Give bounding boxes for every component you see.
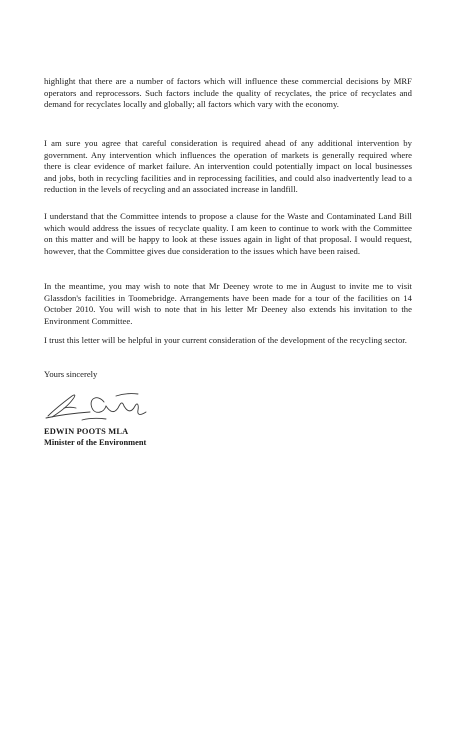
signatory-title: Minister of the Environment [44,438,147,447]
handwritten-signature [42,382,152,424]
letter-paragraph-5: I trust this letter will be helpful in your current consideration of the development of the recycling sector. [44,335,407,345]
letter-paragraph-1: highlight that there are a number of factors which will influence these commercial decisions by MRF operators and reprocessors. Such factors include the quality of recyclates, the price of recyclates and demand for recyclates locally and globally; all factors which vary with the economy. [44,76,412,110]
letter-paragraph-3: I understand that the Committee intends to propose a clause for the Waste and Contaminated Land Bill which would address the issues of recyclate quality. I am keen to continue to work with the Committee on this matter and will be happy to look at these issues again in light of that proposal. I would request, however, that the Committee gives due consideration to the issues which have been raised. [44,211,412,256]
letter-paragraph-2: I am sure you agree that careful consideration is required ahead of any additional intervention by government. Any intervention which influences the operation of markets is generally required where there is clear evidence of market failure. An intervention could potentially impact on local businesses and jobs, both in recycling facilities and in reprocessing facilities, and could also inadvertently lead to a reduction in the levels of recycling and an associated increase in landfill. [44,138,412,195]
letter-paragraph-4: In the meantime, you may wish to note that Mr Deeney wrote to me in August to invite me to visit Glassdon's facilities in Toomebridge. Arrangements have been made for a tour of the facilities on 14 October 2010. You will wish to note that in his letter Mr Deeney also extends his invitation to the Environment Committee. [44,281,412,326]
signatory-name: EDWIN POOTS MLA [44,427,129,436]
letter-closing: Yours sincerely [44,369,98,379]
